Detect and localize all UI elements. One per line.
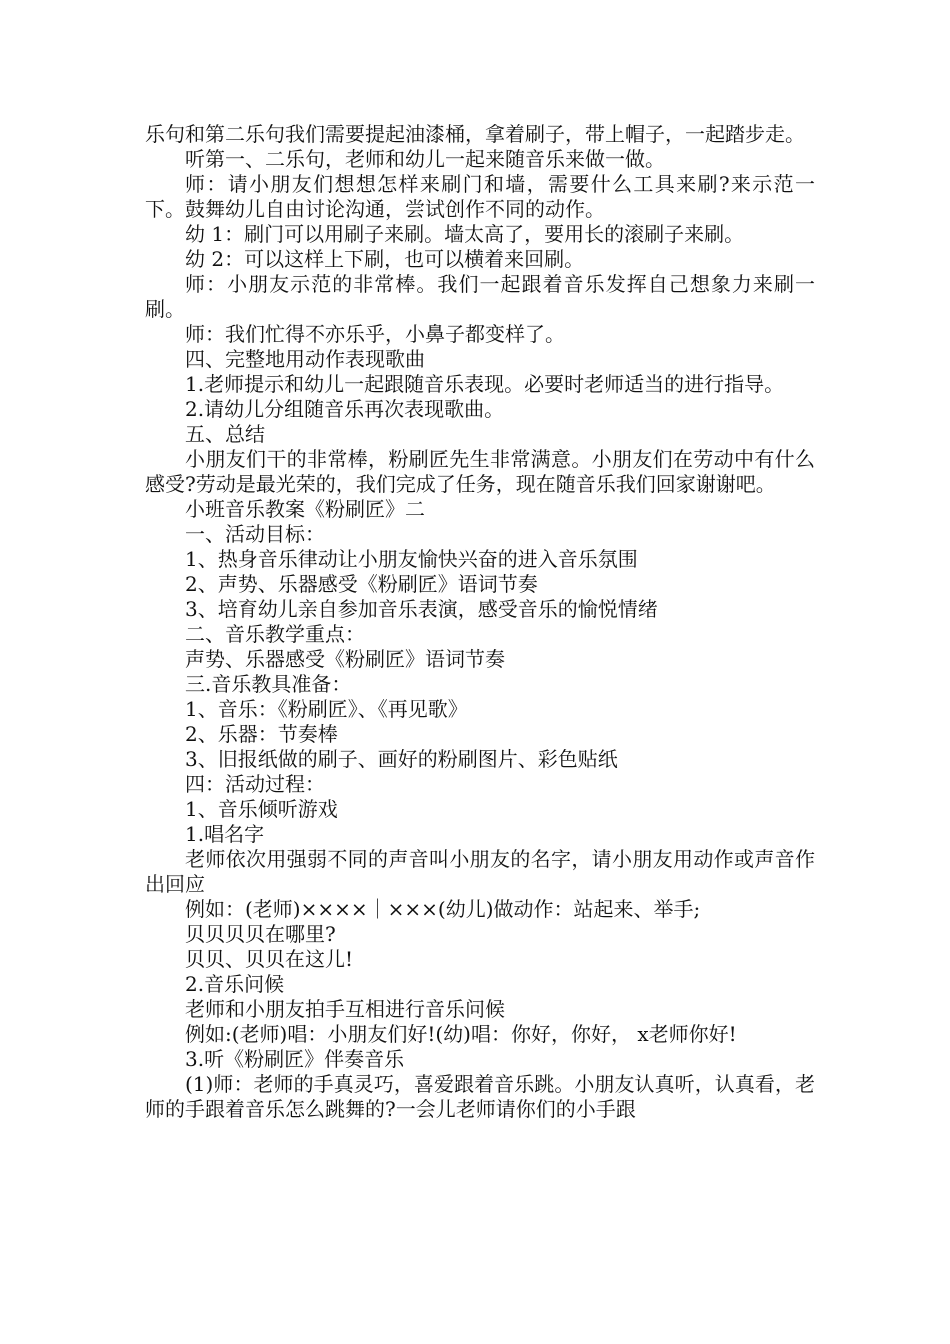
paragraph: 听第一、二乐句，老师和幼儿一起来随音乐来做一做。 — [185, 147, 665, 171]
paragraph: 1、热身音乐律动让小朋友愉快兴奋的进入音乐氛围 — [185, 547, 638, 571]
document-body — [145, 122, 815, 1122]
paragraph: 贝贝贝贝在哪里? — [185, 922, 336, 946]
paragraph: 师：请小朋友们想想怎样来刷门和墙，需要什么工具来刷?来示范一下。鼓舞幼儿自由讨论沟通，尝试创作不同的动作。 — [145, 172, 815, 221]
paragraph: 2、乐器：节奏棒 — [185, 722, 338, 746]
paragraph: 师：我们忙得不亦乐乎，小鼻子都变样了。 — [185, 322, 565, 346]
paragraph: 1.唱名字 — [185, 822, 265, 846]
paragraph: 贝贝、贝贝在这儿! — [185, 947, 354, 971]
paragraph: 老师依次用强弱不同的声音叫小朋友的名字，请小朋友用动作或声音作出回应 — [145, 847, 815, 896]
paragraph: 2、声势、乐器感受《粉刷匠》语词节奏 — [185, 572, 538, 596]
paragraph: 2.请幼儿分组随音乐再次表现歌曲。 — [185, 397, 505, 421]
paragraph: 五、总结 — [185, 422, 265, 446]
paragraph: 幼 2：可以这样上下刷，也可以横着来回刷。 — [185, 247, 585, 271]
paragraph: 三.音乐教具准备： — [185, 672, 352, 696]
paragraph: 3、培育幼儿亲自参加音乐表演，感受音乐的愉悦情绪 — [185, 597, 658, 621]
paragraph: 师：小朋友示范的非常棒。我们一起跟着音乐发挥自己想象力来刷一刷。 — [145, 272, 815, 321]
paragraph: 例如：(老师)××××｜×××(幼儿)做动作：站起来、举手; — [185, 897, 701, 921]
paragraph: 小班音乐教案《粉刷匠》二 — [185, 497, 425, 521]
paragraph: 一、活动目标： — [185, 522, 325, 546]
paragraph: 声势、乐器感受《粉刷匠》语词节奏 — [185, 647, 505, 671]
paragraph: 乐句和第二乐句我们需要提起油漆桶，拿着刷子，带上帽子，一起踏步走。 — [145, 122, 805, 146]
paragraph: 老师和小朋友拍手互相进行音乐问候 — [185, 997, 505, 1021]
paragraph: 3.听《粉刷匠》伴奏音乐 — [185, 1047, 405, 1071]
paragraph: 2.音乐问候 — [185, 972, 285, 996]
paragraph: 幼 1：刷门可以用刷子来刷。墙太高了，要用长的滚刷子来刷。 — [185, 222, 745, 246]
paragraph: 四：活动过程： — [185, 772, 325, 796]
paragraph: 四、完整地用动作表现歌曲 — [185, 347, 425, 371]
paragraph: (1)师：老师的手真灵巧，喜爱跟着音乐跳。小朋友认真听，认真看，老师的手跟着音乐怎么跳舞的?一会儿老师请你们的小手跟 — [145, 1072, 815, 1121]
paragraph: 1、音乐：《粉刷匠》、《再见歌》 — [185, 697, 468, 721]
paragraph: 3、旧报纸做的刷子、画好的粉刷图片、彩色贴纸 — [185, 747, 618, 771]
paragraph: 1、音乐倾听游戏 — [185, 797, 338, 821]
paragraph: 小朋友们干的非常棒，粉刷匠先生非常满意。小朋友们在劳动中有什么感受?劳动是最光荣的，我们完成了任务，现在随音乐我们回家谢谢吧。 — [145, 447, 815, 496]
paragraph: 1.老师提示和幼儿一起跟随音乐表现。必要时老师适当的进行指导。 — [185, 372, 785, 396]
paragraph: 二、音乐教学重点： — [185, 622, 365, 646]
paragraph: 例如:(老师)唱：小朋友们好!(幼)唱：你好，你好， x老师你好! — [185, 1022, 737, 1046]
